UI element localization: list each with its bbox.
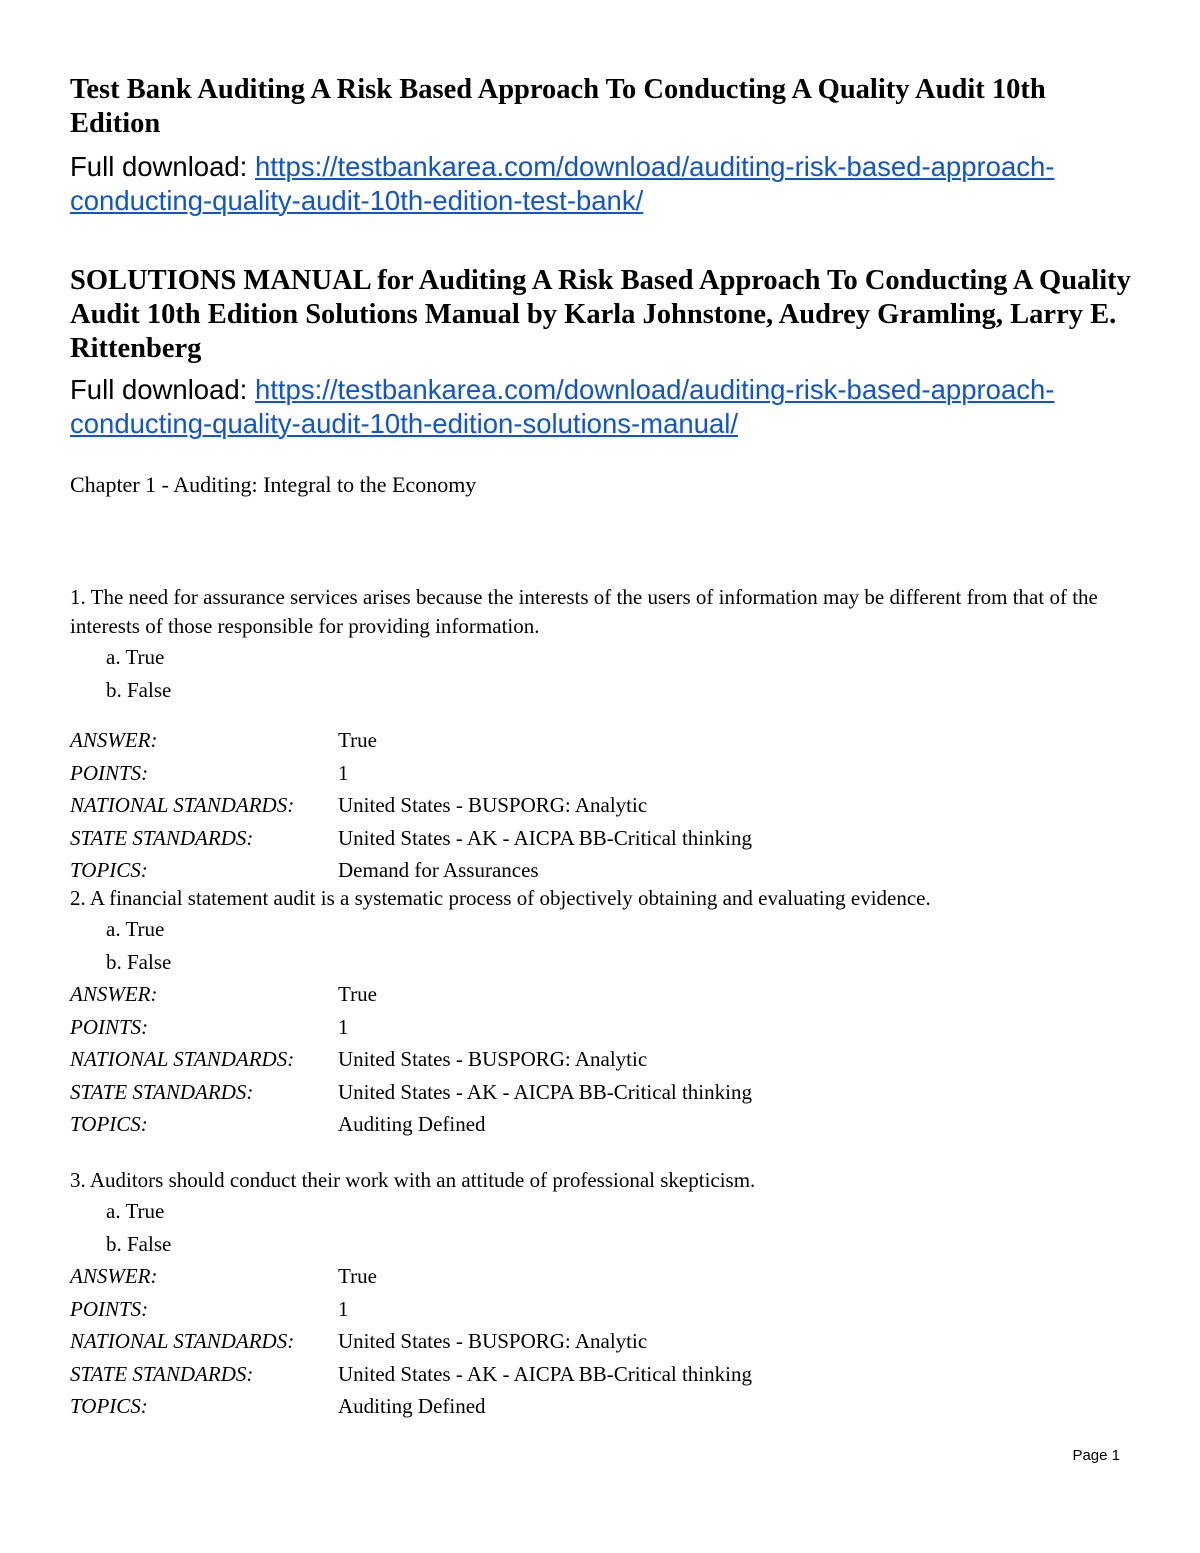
answer-row: [70, 724, 1140, 757]
topics-value: Auditing Defined: [338, 1394, 486, 1418]
national-standards-label: NATIONAL STANDARDS:: [70, 1329, 295, 1353]
topics-row: [70, 1108, 1140, 1141]
download-line-test-bank: [70, 150, 1150, 218]
option-a: a. True: [106, 1199, 165, 1223]
points-value: 1: [338, 760, 349, 785]
answer-value: True: [338, 982, 377, 1006]
question-3: [70, 1166, 1140, 1423]
topics-row: [70, 1390, 1140, 1423]
state-standards-row: [70, 822, 1140, 855]
solutions-manual-download-link[interactable]: https://testbankarea.com/download/auditing-risk-based-approach-conducting-quality-audit-10th-edition-solutions-manual/: [70, 374, 1055, 439]
state-standards-value: United States - AK - AICPA BB-Critical thinking: [338, 825, 752, 850]
test-bank-download-link[interactable]: https://testbankarea.com/download/auditing-risk-based-approach-conducting-quality-audit-10th-edition-test-bank/: [70, 151, 1055, 216]
option-b: b. False: [106, 949, 172, 974]
document-title-solutions-manual: SOLUTIONS MANUAL for Auditing A Risk Based Approach To Conducting A Quality Audit 10th Edition Solutions Manual by Karla Johnstone, Audrey Gramling, Larry E. Rittenberg: [70, 265, 1131, 364]
question-metadata: [70, 978, 1140, 1141]
national-standards-value: United States - BUSPORG: Analytic: [338, 1329, 648, 1353]
option-a: a. True: [106, 645, 165, 669]
points-label: POINTS:: [70, 760, 149, 785]
question-text: 2. A financial statement audit is a systematic process of objectively obtaining and evaluating evidence.: [70, 886, 931, 910]
national-standards-row: [70, 789, 1140, 822]
state-standards-label: STATE STANDARDS:: [70, 1079, 254, 1104]
option-b: b. False: [106, 1231, 172, 1256]
state-standards-label: STATE STANDARDS:: [70, 825, 254, 850]
state-standards-row: [70, 1358, 1140, 1391]
national-standards-row: [70, 1325, 1140, 1358]
page-number: Page 1: [1072, 1447, 1120, 1464]
topics-value: Auditing Defined: [338, 1112, 486, 1136]
answer-value: True: [338, 728, 377, 752]
topics-row: [70, 854, 1140, 887]
answer-label: ANSWER:: [70, 728, 158, 752]
chapter-heading: Chapter 1 - Auditing: Integral to the Economy: [70, 472, 477, 497]
answer-row: [70, 1260, 1140, 1293]
points-row: [70, 757, 1140, 790]
topics-value: Demand for Assurances: [338, 858, 539, 882]
question-metadata: [70, 724, 1140, 887]
national-standards-value: United States - BUSPORG: Analytic: [338, 1047, 648, 1071]
points-label: POINTS:: [70, 1296, 149, 1321]
topics-label: TOPICS:: [70, 1112, 148, 1136]
points-value: 1: [338, 1014, 349, 1039]
answer-value: True: [338, 1264, 377, 1288]
download-line-solutions-manual: [70, 373, 1150, 441]
national-standards-label: NATIONAL STANDARDS:: [70, 793, 295, 817]
points-row: [70, 1011, 1140, 1044]
option-a: a. True: [106, 917, 165, 941]
points-label: POINTS:: [70, 1014, 149, 1039]
question-text: 3. Auditors should conduct their work with an attitude of professional skepticism.: [70, 1168, 756, 1192]
state-standards-value: United States - AK - AICPA BB-Critical thinking: [338, 1361, 752, 1386]
question-1: [70, 583, 1140, 887]
question-2: [70, 884, 1140, 1141]
answer-label: ANSWER:: [70, 1264, 158, 1288]
state-standards-value: United States - AK - AICPA BB-Critical thinking: [338, 1079, 752, 1104]
topics-label: TOPICS:: [70, 1394, 148, 1418]
answer-label: ANSWER:: [70, 982, 158, 1006]
state-standards-row: [70, 1076, 1140, 1109]
national-standards-label: NATIONAL STANDARDS:: [70, 1047, 295, 1071]
download-label: Full download:: [70, 151, 255, 182]
state-standards-label: STATE STANDARDS:: [70, 1361, 254, 1386]
answer-row: [70, 978, 1140, 1011]
topics-label: TOPICS:: [70, 858, 148, 882]
question-metadata: [70, 1260, 1140, 1423]
points-row: [70, 1293, 1140, 1326]
national-standards-row: [70, 1043, 1140, 1076]
question-text: 1. The need for assurance services arises because the interests of the users of information may be different from that of the interests of those responsible for providing information.: [70, 585, 1098, 638]
option-b: b. False: [106, 677, 172, 702]
national-standards-value: United States - BUSPORG: Analytic: [338, 793, 648, 817]
points-value: 1: [338, 1296, 349, 1321]
document-title-test-bank: Test Bank Auditing A Risk Based Approach To Conducting A Quality Audit 10th Edition: [70, 74, 1046, 139]
download-label: Full download:: [70, 374, 255, 405]
